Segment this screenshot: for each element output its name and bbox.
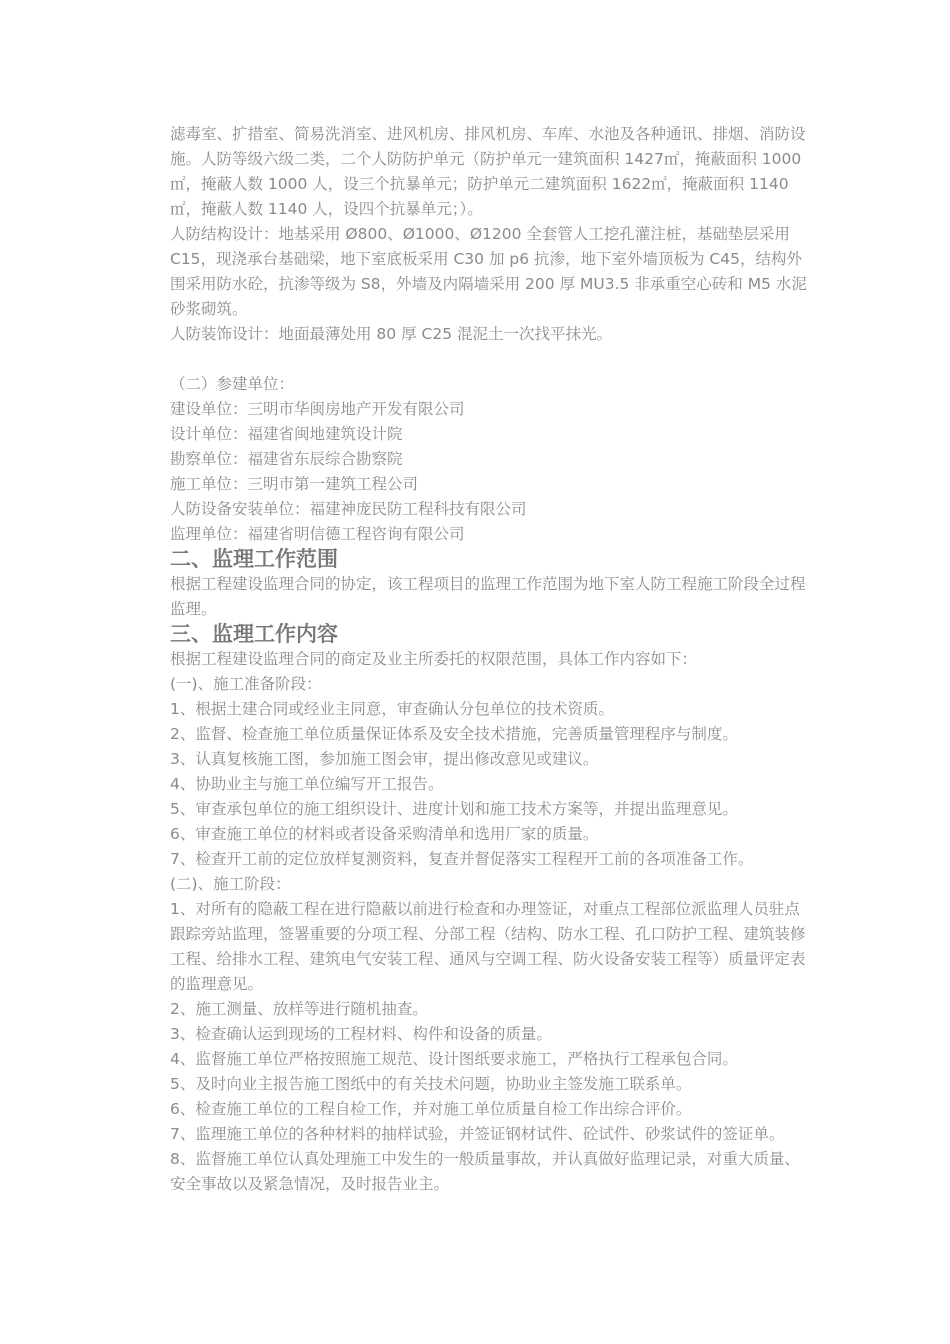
units-heading: （二）参建单位：: [170, 375, 295, 393]
section-2-text: 根据工程建设监理合同的协定，该工程项目的监理工作范围为地下室人防工程施工阶段全过程监理。: [170, 575, 806, 618]
section-3-item: 7、监理施工单位的各种材料的抽样试验，并签证钢材试件、砼试件、砂浆试件的签证单。: [170, 1125, 785, 1143]
section-3-item: 1、根据土建合同或经业主同意，审查确认分包单位的技术资质。: [170, 700, 614, 718]
section-2-heading: 二、监理工作范围: [170, 547, 338, 571]
section-3-item: 6、检查施工单位的工程自检工作，并对施工单位质量自检工作出综合评价。: [170, 1100, 692, 1118]
unit-line: 设计单位：福建省闽地建筑设计院: [170, 425, 403, 443]
section-3-item: 2、施工测量、放样等进行随机抽查。: [170, 1000, 428, 1018]
unit-line: 施工单位：三明市第一建筑工程公司: [170, 475, 419, 493]
intro-paragraph: 人防结构设计：地基采用 Ø800、Ø1000、Ø1200 全套管人工挖孔灌注桩，基础垫层采用 C15，现浇承台基础梁，地下室底板采用 C30 加 p6 抗渗，地下室外墙顶板为 C45，结构外围采用防水砼，抗渗等级为 S8，外墙及内隔墙采用 200 厚 MU3.5 非承重空心砖和 M5 水泥砂浆砌筑。: [170, 225, 807, 318]
section-3-item: (一)、施工准备阶段：: [170, 675, 322, 693]
section-3-item: 8、监督施工单位认真处理施工中发生的一般质量事故，并认真做好监理记录，对重大质量、安全事故以及紧急情况，及时报告业主。: [170, 1150, 800, 1193]
unit-line: 监理单位：福建省明信德工程咨询有限公司: [170, 525, 465, 543]
section-3-item: 3、认真复核施工图，参加施工图会审，提出修改意见或建议。: [170, 750, 599, 768]
section-3-item: 5、及时向业主报告施工图纸中的有关技术问题，协助业主签发施工联系单。: [170, 1075, 692, 1093]
section-3-item: 2、监督、检查施工单位质量保证体系及安全技术措施，完善质量管理程序与制度。: [170, 725, 738, 743]
intro-paragraph: 人防装饰设计：地面最薄处用 80 厚 C25 混泥土一次找平抹光。: [170, 325, 612, 343]
unit-line: 勘察单位：福建省东辰综合勘察院: [170, 450, 403, 468]
section-3-item: 4、监督施工单位严格按照施工规范、设计图纸要求施工，严格执行工程承包合同。: [170, 1050, 738, 1068]
section-3-item: 7、检查开工前的定位放样复测资料，复查并督促落实工程程开工前的各项准备工作。: [170, 850, 754, 868]
section-3-item: 4、协助业主与施工单位编写开工报告。: [170, 775, 444, 793]
intro-paragraph: 滤毒室、扩措室、简易洗消室、进风机房、排风机房、车库、水池及各种通讯、排烟、消防设施。人防等级六级二类，二个人防防护单元（防护单元一建筑面积 1427㎡，掩蔽面积 1000㎡，掩蔽人数 1000 人，设三个抗暴单元；防护单元二建筑面积 1622㎡，掩蔽面积 1140㎡，掩蔽人数 1140 人，设四个抗暴单元；）。: [170, 125, 806, 218]
unit-line: 人防设备安装单位：福建神庞民防工程科技有限公司: [170, 500, 527, 518]
section-3-item: 5、审查承包单位的施工组织设计、进度计划和施工技术方案等，并提出监理意见。: [170, 800, 738, 818]
section-3-item: 6、审查施工单位的材料或者设备采购清单和选用厂家的质量。: [170, 825, 599, 843]
section-3-item: 1、对所有的隐蔽工程在进行隐蔽以前进行检查和办理签证，对重点工程部位派监理人员驻点跟踪旁站监理，签署重要的分项工程、分部工程（结构、防水工程、孔口防护工程、建筑装修工程、给排水工程、建筑电气安装工程、通风与空调工程、防火设备安装工程等）质量评定表的监理意见。: [170, 900, 806, 993]
section-3-item: 3、检查确认运到现场的工程材料、构件和设备的质量。: [170, 1025, 552, 1043]
blank-line: [170, 347, 810, 372]
section-3-item: (二)、施工阶段：: [170, 875, 291, 893]
document-page: [170, 122, 810, 1197]
section-3-heading: 三、监理工作内容: [170, 622, 338, 646]
unit-line: 建设单位：三明市华闽房地产开发有限公司: [170, 400, 465, 418]
section-3-item: 根据工程建设监理合同的商定及业主所委托的权限范围，具体工作内容如下：: [170, 650, 698, 668]
